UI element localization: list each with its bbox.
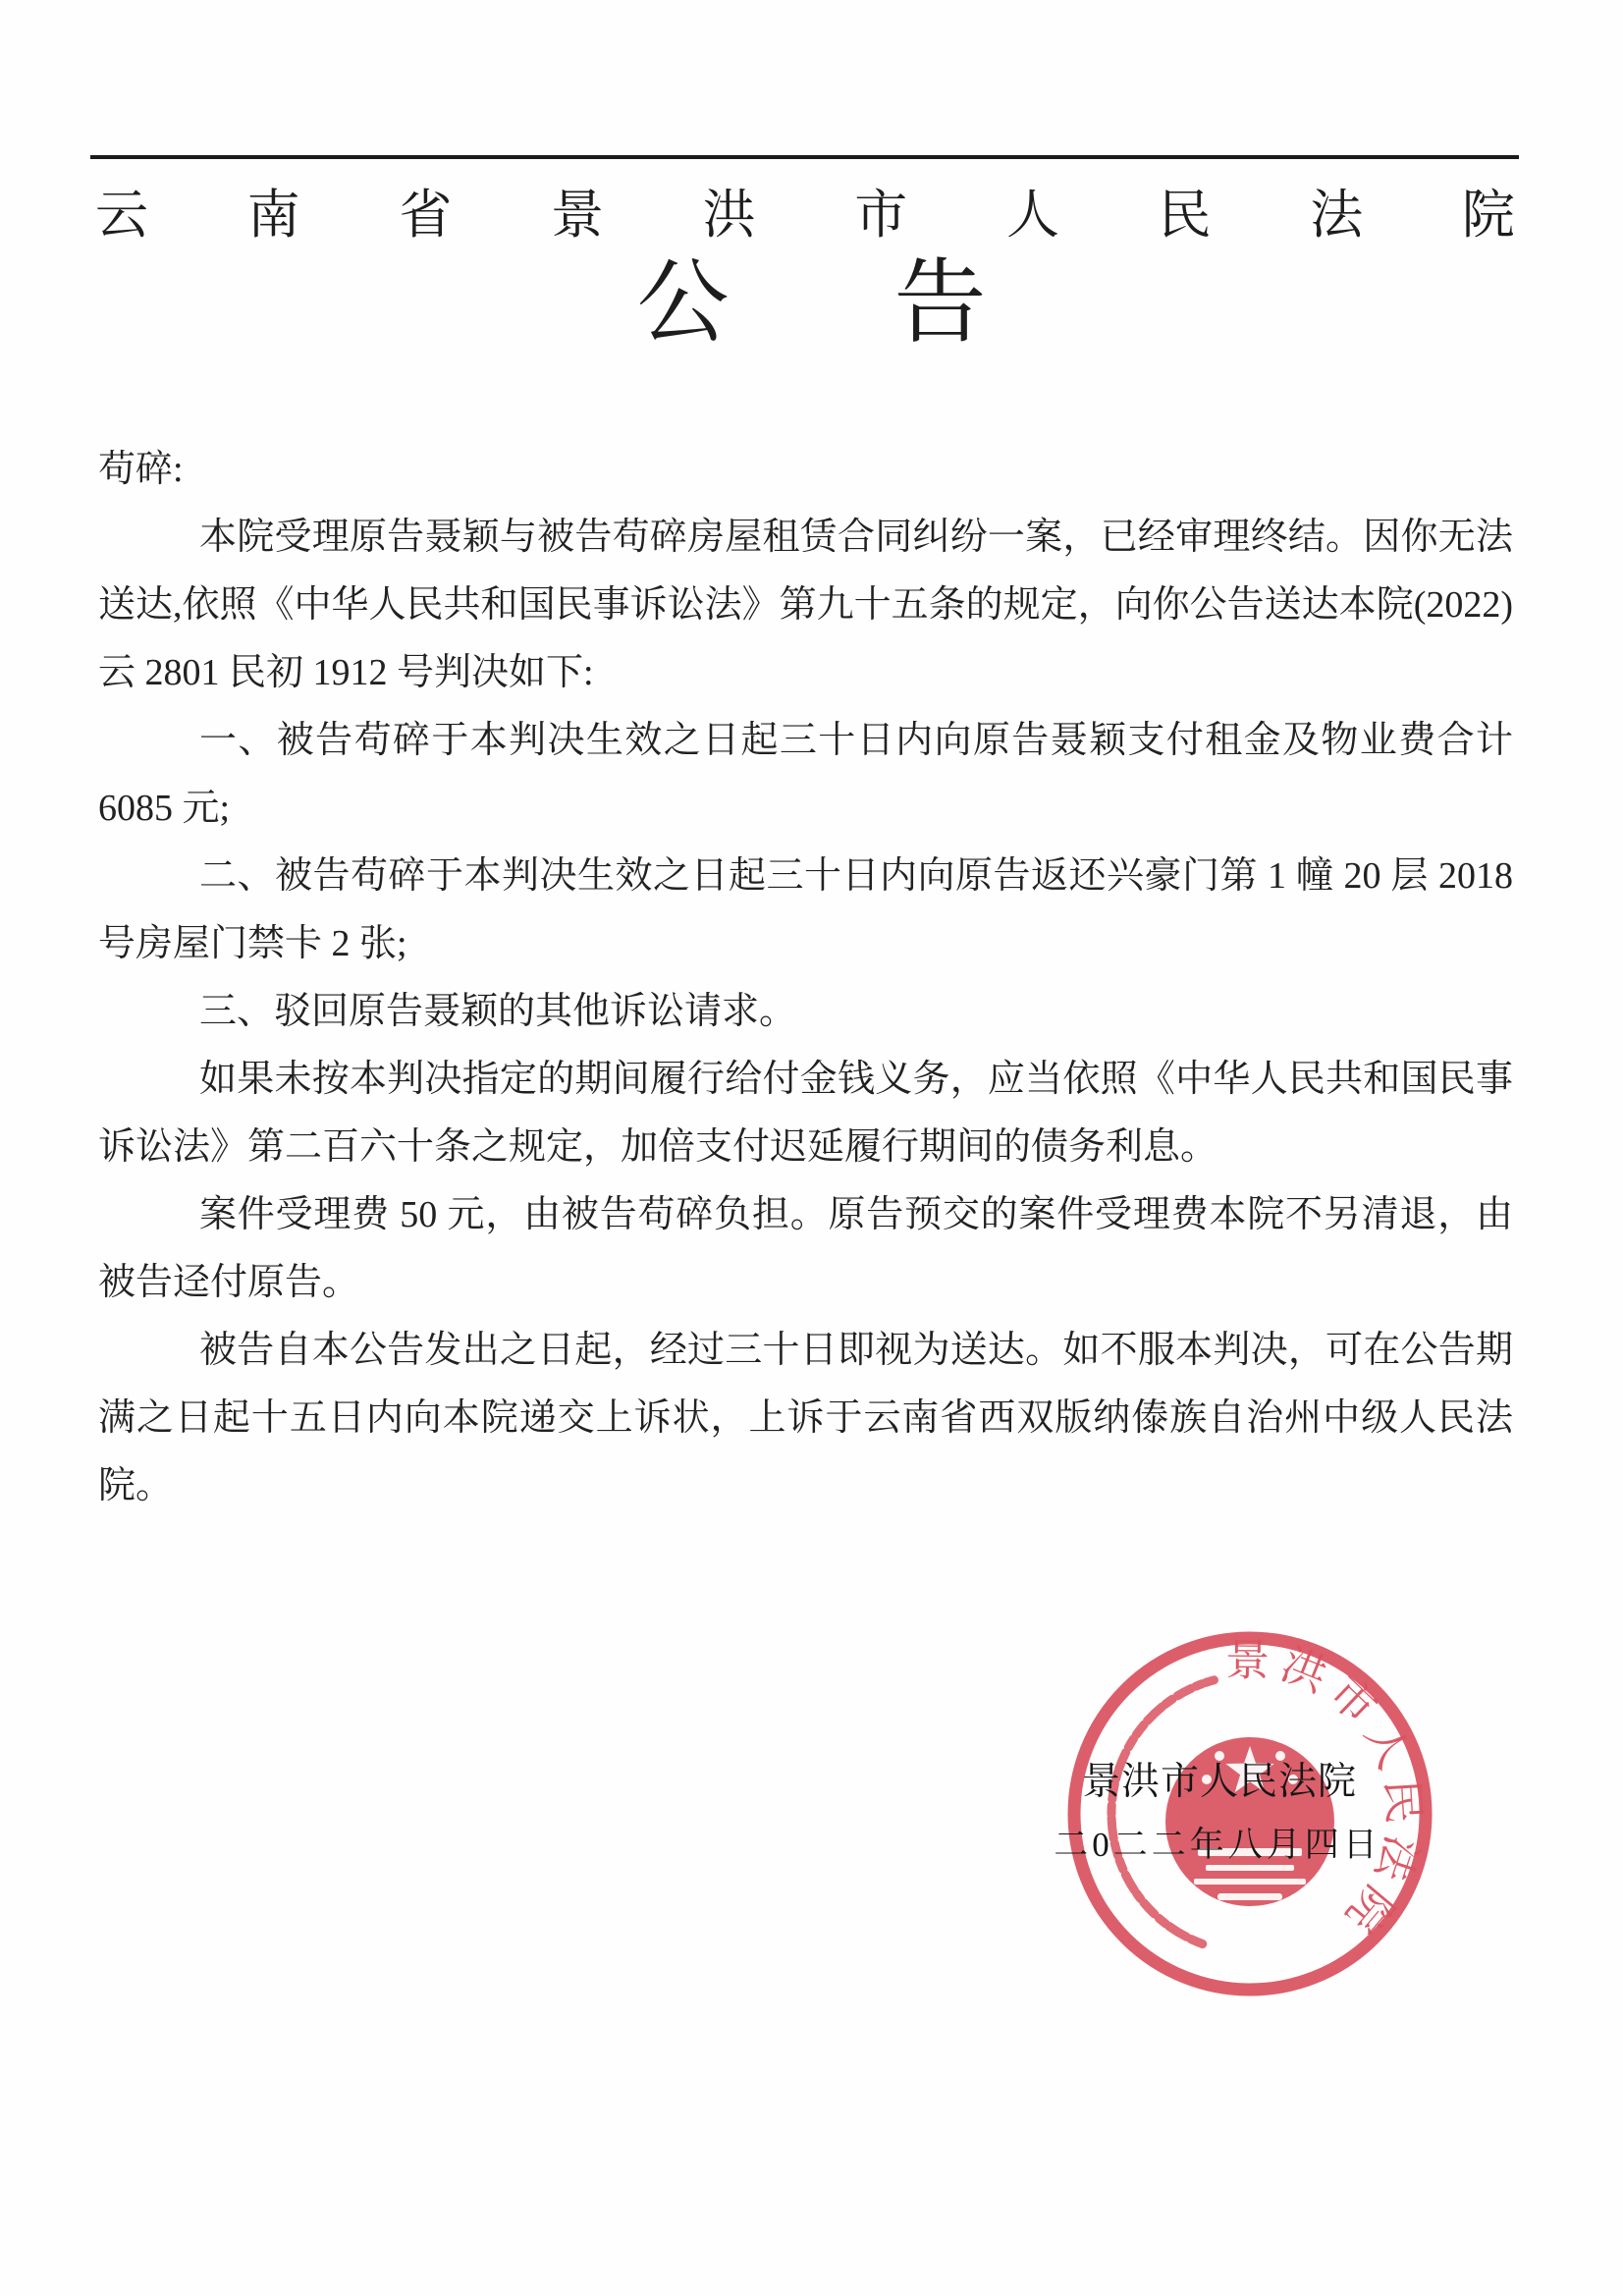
seal-arc-text: 景洪市人民法院 [1224, 1635, 1430, 1948]
court-header-title [95, 173, 1515, 248]
title-char: 南 [246, 186, 300, 245]
title-char: 洪 [702, 186, 756, 245]
title-char: 法 [1310, 186, 1364, 245]
doc-title [0, 252, 1623, 355]
notice-body [98, 436, 1513, 1520]
notice-paragraph: 一、被告苟碎于本判决生效之日起三十日内向原告聂颖支付租金及物业费合计 6085 元; [98, 720, 1513, 829]
seal-date: 二0二二年八月四日 [1054, 1826, 1381, 1864]
notice-paragraph: 案件受理费 50 元，由被告苟碎负担。原告预交的案件受理费本院不另清退，由被告迳付原告。 [98, 1194, 1513, 1303]
notice-paragraph: 三、驳回原告聂颖的其他诉讼请求。 [199, 991, 797, 1032]
title-char: 院 [1461, 186, 1515, 245]
official-seal [1054, 1622, 1441, 2005]
salutation: 苟碎: [98, 449, 184, 490]
header-rule [90, 155, 1519, 159]
title-char: 告 [893, 252, 987, 355]
title-char: 民 [1158, 186, 1212, 245]
notice-paragraph: 如果未按本判决指定的期间履行给付金钱义务，应当依照《中华人民共和国民事诉讼法》第二百六十条之规定，加倍支付迟延履行期间的债务利息。 [98, 1059, 1513, 1168]
notice-paragraph: 被告自本公告发出之日起，经过三十日即视为送达。如不服本判决，可在公告期满之日起十五日内向本院递交上诉状，上诉于云南省西双版纳傣族自治州中级人民法院。 [98, 1330, 1513, 1506]
emblem-gate-line [1194, 1879, 1306, 1885]
seal-court-name: 景洪市人民法院 [1081, 1761, 1357, 1803]
seal-graphic [1058, 1622, 1441, 2005]
title-char: 市 [854, 186, 908, 245]
emblem-base-line [1217, 1893, 1282, 1900]
title-char: 景 [550, 186, 604, 245]
title-char: 人 [1005, 186, 1059, 245]
body-paragraphs [98, 504, 1513, 1520]
notice-paragraph: 二、被告苟碎于本判决生效之日起三十日内向原告返还兴豪门第 1 幢 20 层 2018 号房屋门禁卡 2 张; [98, 855, 1513, 964]
title-char: 云 [95, 186, 148, 245]
notice-paragraph: 本院受理原告聂颖与被告苟碎房屋租赁合同纠纷一案，已经审理终结。因你无法送达,依照《中华人民共和国民事诉讼法》第九十五条的规定，向你公告送达本院(2022)云 2801 民初 1912 号判决如下: [98, 517, 1513, 693]
title-char: 公 [636, 252, 730, 355]
title-char: 省 [399, 186, 453, 245]
